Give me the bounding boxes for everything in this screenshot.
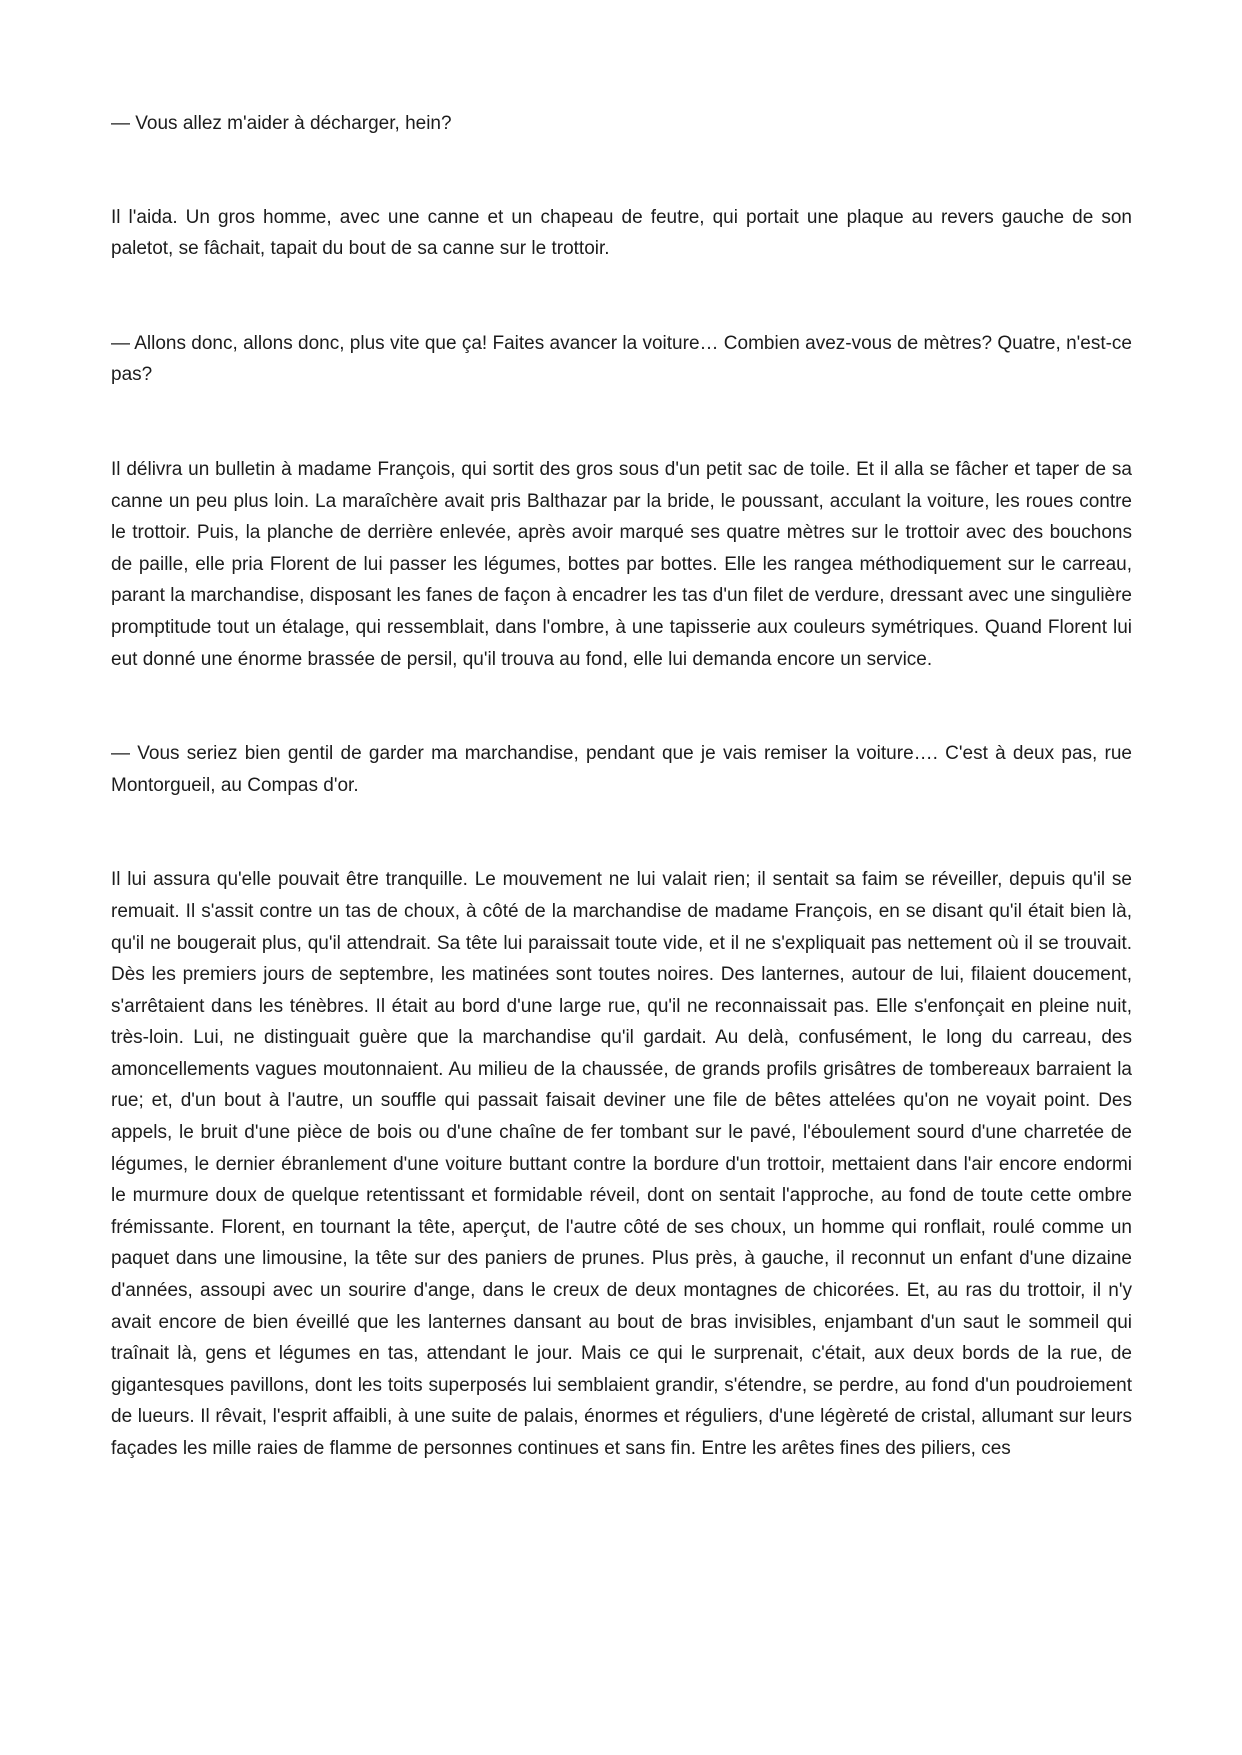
paragraph-dialogue-allons-donc: — Allons donc, allons donc, plus vite que ça! Faites avancer la voiture… Combien avez-vous de mètres? Quatre, n'est-ce pas? [111, 332, 1132, 386]
paragraph-tranquille: Il lui assura qu'elle pouvait être tranquille. Le mouvement ne lui valait rien; il sentait sa faim se réveiller, depuis qu'il se remuait. Il s'assit contre un tas de choux, à côté de la marchandise de madame François, en se disant qu'il était bien là, qu'il ne bougerait plus, qu'il attendrait. Sa tête lui paraissait toute vide, et il ne s'expliquait pas nettement où il se trouvait. Dès les premiers jours de septembre, les matinées sont toutes noires. Des lanternes, autour de lui, filaient doucement, s'arrêtaient dans les ténèbres. Il était au bord d'une large rue, qu'il ne reconnaissait pas. Elle s'enfonçait en pleine nuit, très-loin. Lui, ne distinguait guère que la marchandise qu'il gardait. Au delà, confusément, le long du carreau, des amoncellements vagues moutonnaient. Au milieu de la chaussée, de grands profils grisâtres de tombereaux barraient la rue; et, d'un bout à l'autre, un souffle qui passait faisait deviner une file de bêtes attelées qu'on ne voyait point. Des appels, le bruit d'une pièce de bois ou d'une chaîne de fer tombant sur le pavé, l'éboulement sourd d'une charretée de légumes, le dernier ébranlement d'une voiture buttant contre la bordure d'un trottoir, mettaient dans l'air encore endormi le murmure doux de quelque retentissant et formidable réveil, dont on sentait l'approche, au fond de toute cette ombre frémissante. Florent, en tournant la tête, aperçut, de l'autre côté de ses choux, un homme qui ronflait, roulé comme un paquet dans une limousine, la tête sur des paniers de prunes. Plus près, à gauche, il reconnut un enfant d'une dizaine d'années, assoupi avec un sourire d'ange, dans le creux de deux montagnes de chicorées. Et, au ras du trottoir, il n'y avait encore de bien éveillé que les lanternes dansant au bout de bras invisibles, enjambant d'un saut le sommeil qui traînait là, gens et légumes en tas, attendant le jour. Mais ce qui le surprenait, c'était, aux deux bords de la rue, de gigantesques pavillons, dont les toits superposés lui semblaient grandir, s'étendre, se perdre, au fond d'un poudroiement de lueurs. Il rêvait, l'esprit affaibli, à une suite de palais, énormes et réguliers, d'une légèreté de cristal, allumant sur leurs façades les mille raies de flamme de personnes continues et sans fin. Entre les arêtes fines des piliers, ces [111, 869, 1132, 1459]
paragraph-bulletin: Il délivra un bulletin à madame François, qui sortit des gros sous d'un petit sac de toile. Et il alla se fâcher et taper de sa canne un peu plus loin. La maraîchère avait pris Balthazar par la bride, le poussant, acculant la voiture, les roues contre le trottoir. Puis, la planche de derrière enlevée, après avoir marqué ses quatre mètres sur le trottoir avec des bouchons de paille, elle pria Florent de lui passer les légumes, bottes par bottes. Elle les rangea méthodiquement sur le carreau, parant la marchandise, disposant les fanes de façon à encadrer les tas d'un filet de verdure, dressant avec une singulière promptitude tout un étalage, qui ressemblait, dans l'ombre, à une tapisserie aux couleurs symétriques. Quand Florent lui eut donné une énorme brassée de persil, qu'il trouva au fond, elle lui demanda encore un service. [111, 458, 1132, 670]
paragraph-gros-homme: Il l'aida. Un gros homme, avec une canne et un chapeau de feutre, qui portait une plaque au revers gauche de son paletot, se fâchait, tapait du bout de sa canne sur le trottoir. [111, 206, 1132, 260]
paragraph-dialogue-garder-marchandise: — Vous seriez bien gentil de garder ma marchandise, pendant que je vais remiser la voiture…. C'est à deux pas, rue Montorgueil, au Compas d'or. [111, 743, 1132, 796]
paragraph-dialogue-unload: — Vous allez m'aider à décharger, hein? [111, 113, 452, 134]
